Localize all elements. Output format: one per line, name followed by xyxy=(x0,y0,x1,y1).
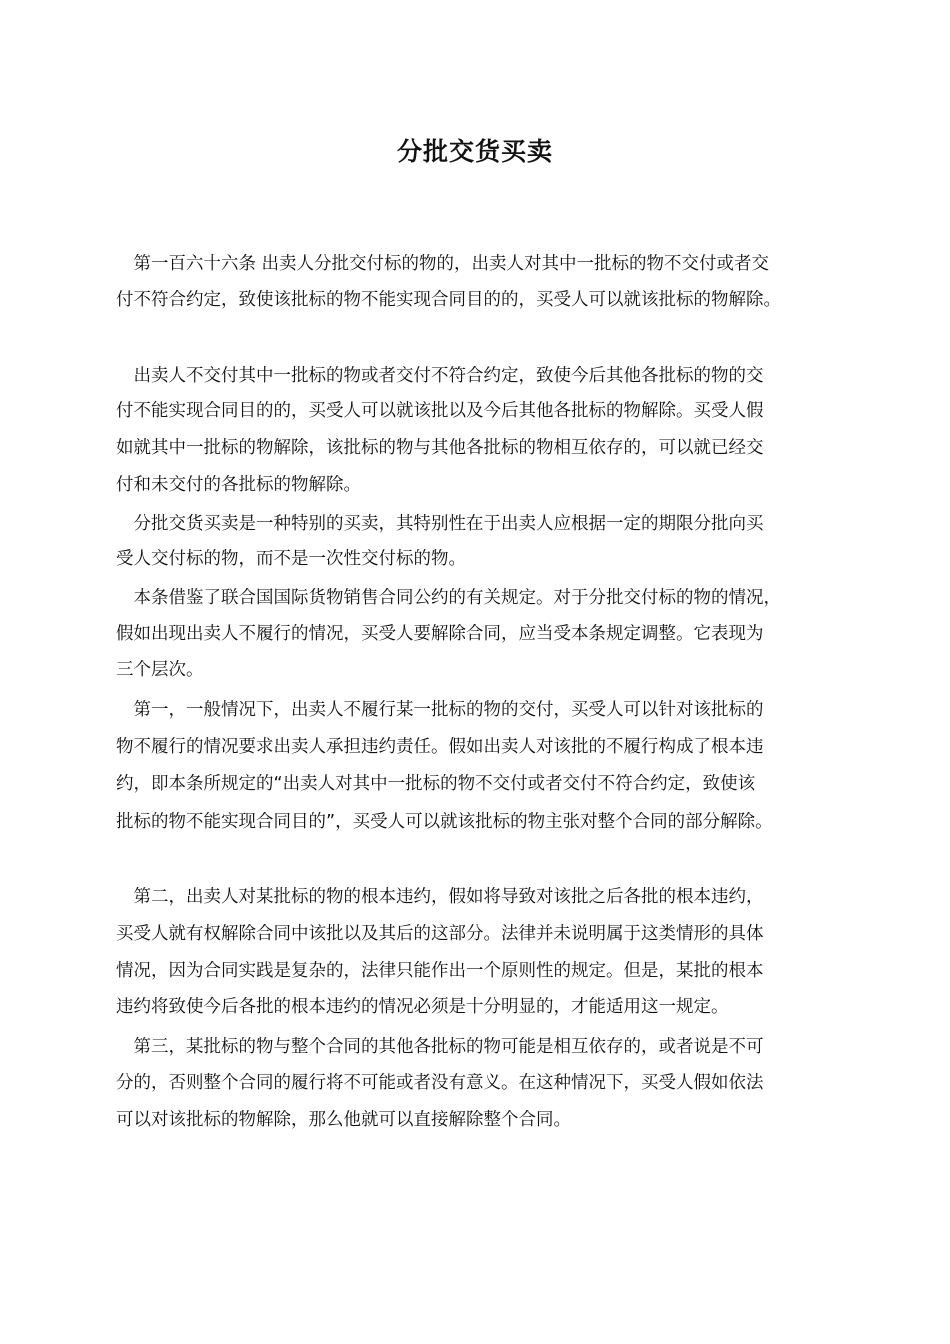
paragraph-line: 假如出现出卖人不履行的情况，买受人要解除合同，应当受本条规定调整。它表现为 xyxy=(116,624,764,644)
paragraph-line: 三个层次。 xyxy=(116,660,204,680)
paragraph-line: 分批交货买卖是一种特别的买卖，其特别性在于出卖人应根据一定的期限分批向买 xyxy=(116,514,764,534)
paragraph-line: 付不符合约定，致使该批标的物不能实现合同目的的，买受人可以就该批标的物解除。 xyxy=(116,290,781,310)
document-title: 分批交货买卖 xyxy=(396,137,553,166)
paragraph-line: 本条借鉴了联合国国际货物销售合同公约的有关规定。对于分批交付标的物的情况， xyxy=(116,588,781,608)
paragraph-line: 如就其中一批标的物解除，该批标的物与其他各批标的物相互依存的，可以就已经交 xyxy=(116,438,764,458)
paragraph-line: 第三，某批标的物与整个合同的其他各批标的物可能是相互依存的，或者说是不可 xyxy=(116,1037,764,1057)
paragraph-line: 第一百六十六条 出卖人分批交付标的物的，出卖人对其中一批标的物不交付或者交 xyxy=(116,254,770,274)
paragraph-line: 付和未交付的各批标的物解除。 xyxy=(116,475,361,495)
paragraph-line: 约，即本条所规定的“出卖人对其中一批标的物不交付或者交付不符合约定，致使该 xyxy=(116,774,756,794)
paragraph-line: 情况，因为合同实践是复杂的，法律只能作出一个原则性的规定。但是，某批的根本 xyxy=(116,961,764,981)
paragraph-line: 付不能实现合同目的的，买受人可以就该批以及今后其他各批标的物解除。买受人假 xyxy=(116,401,764,421)
paragraph-line: 可以对该批标的物解除，那么他就可以直接解除整个合同。 xyxy=(116,1110,571,1130)
paragraph-line: 受人交付标的物，而不是一次性交付标的物。 xyxy=(116,549,466,569)
paragraph-line: 第二，出卖人对某批标的物的根本违约，假如将导致对该批之后各批的根本违约， xyxy=(116,887,764,907)
paragraph-line: 违约将致使今后各批的根本违约的情况必须是十分明显的，才能适用这一规定。 xyxy=(116,997,729,1017)
paragraph-line: 批标的物不能实现合同目的”，买受人可以就该批标的物主张对整个合同的部分解除。 xyxy=(116,812,773,832)
paragraph-line: 买受人就有权解除合同中该批以及其后的这部分。法律并未说明属于这类情形的具体 xyxy=(116,924,764,944)
paragraph-line: 物不履行的情况要求出卖人承担违约责任。假如出卖人对该批的不履行构成了根本违 xyxy=(116,737,764,757)
paragraph-line: 第一，一般情况下，出卖人不履行某一批标的物的交付，买受人可以针对该批标的 xyxy=(116,700,764,720)
paragraph-line: 分的，否则整个合同的履行将不可能或者没有意义。在这种情况下，买受人假如依法 xyxy=(116,1073,764,1093)
paragraph-line: 出卖人不交付其中一批标的物或者交付不符合约定，致使今后其他各批标的物的交 xyxy=(116,366,764,386)
